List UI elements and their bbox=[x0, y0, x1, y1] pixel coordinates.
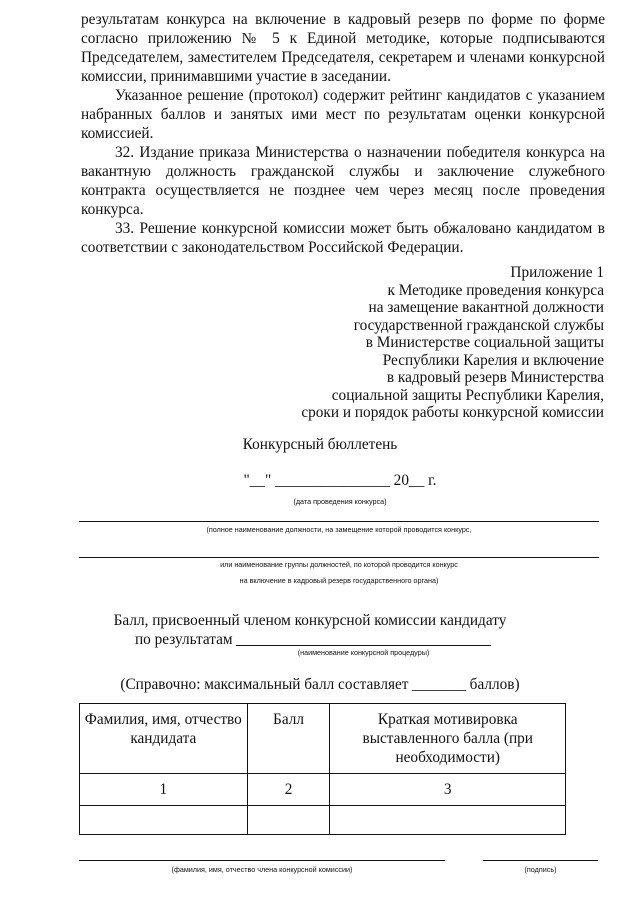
signature-caption: (подпись) bbox=[524, 865, 557, 874]
column-number-2: 2 bbox=[247, 774, 330, 806]
position-caption-1: (полное наименование должности, на замещение которой проводится конкурс, bbox=[206, 525, 472, 534]
appendix-line: на замещение вакантной должности bbox=[368, 299, 604, 316]
appendix-line: в Министерстве социальной защиты bbox=[365, 334, 604, 351]
member-name-caption: (фамилия, имя, отчество члена конкурсной комиссии) bbox=[171, 865, 353, 874]
table-row-numbers bbox=[80, 774, 566, 806]
procedure-caption: (наименование конкурсной процедуры) bbox=[297, 648, 430, 657]
appendix-line: Приложение 1 bbox=[510, 264, 604, 281]
procedure-blank bbox=[236, 645, 491, 646]
position-line-1 bbox=[79, 521, 599, 522]
paragraph-32: 32. Издание приказа Министерства о назначении победителя конкурса на вакантную должность гражданской службы и заключение служебного контракта осуществляется не позднее чем через месяц после проведения конкурса. bbox=[81, 144, 605, 218]
date-caption: (дата проведения конкурса) bbox=[293, 497, 387, 506]
position-line-2 bbox=[79, 557, 599, 558]
column-number-3: 3 bbox=[330, 774, 566, 806]
appendix-line: сроки и порядок работы конкурсной комиссии bbox=[301, 404, 604, 421]
signature-line bbox=[483, 860, 598, 861]
appendix-line: государственной гражданской службы bbox=[353, 316, 604, 334]
position-caption-2: или наименование группы должностей, по которой проводится конкурс bbox=[220, 560, 458, 569]
paragraph-33: 33. Решение конкурсной комиссии может быть обжаловано кандидатом в соответствии с законодательством Российской Федерации. bbox=[81, 220, 605, 256]
appendix-line: социальной защиты Республики Карелия, bbox=[331, 386, 604, 404]
reference-note: (Справочно: максимальный балл составляет _______ баллов) bbox=[120, 676, 520, 693]
header-candidate-name: Фамилия, имя, отчество кандидата bbox=[80, 704, 248, 774]
empty-cell[interactable] bbox=[80, 806, 248, 835]
paragraph-protocol-rating: Указанное решение (протокол) содержит рейтинг кандидатов с указанием набранных баллов и занятых ими мест по результатам оценки конкурсной комиссией. bbox=[81, 87, 605, 142]
table-header-row bbox=[80, 704, 566, 774]
position-caption-3: на включение в кадровый резерв государственного органа) bbox=[239, 576, 439, 585]
table-row-empty bbox=[80, 806, 566, 835]
member-name-line bbox=[79, 860, 445, 861]
body-text bbox=[81, 10, 605, 257]
score-table bbox=[79, 703, 566, 835]
form-title: Конкурсный бюллетень bbox=[242, 436, 398, 453]
header-motivation: Краткая мотивировка выставленного балла (при необходимости) bbox=[330, 704, 566, 774]
appendix-header bbox=[301, 264, 604, 422]
empty-cell[interactable] bbox=[247, 806, 330, 835]
column-number-1: 1 bbox=[80, 774, 248, 806]
appendix-line: Республики Карелия и включение bbox=[382, 351, 604, 369]
appendix-line: в кадровый резерв Министерства bbox=[386, 369, 604, 386]
paragraph-continuation: результатам конкурса на включение в кадровый резерв по форме по форме согласно приложению № 5 к Единой методике, которые подписываются Председателем, заместителем Председателя, секретарем и членами конкурсной комиссии, принимавшими участие в заседании. bbox=[81, 11, 605, 85]
date-line: "__" _______________ 20__ г. bbox=[243, 472, 437, 489]
empty-cell[interactable] bbox=[330, 806, 566, 835]
appendix-line: к Методике проведения конкурса bbox=[387, 281, 604, 299]
score-line-1: Балл, присвоенный членом конкурсной комиссии кандидату bbox=[113, 612, 507, 629]
score-line-2-prefix: по результатам bbox=[135, 631, 233, 648]
header-score: Балл bbox=[247, 704, 330, 774]
